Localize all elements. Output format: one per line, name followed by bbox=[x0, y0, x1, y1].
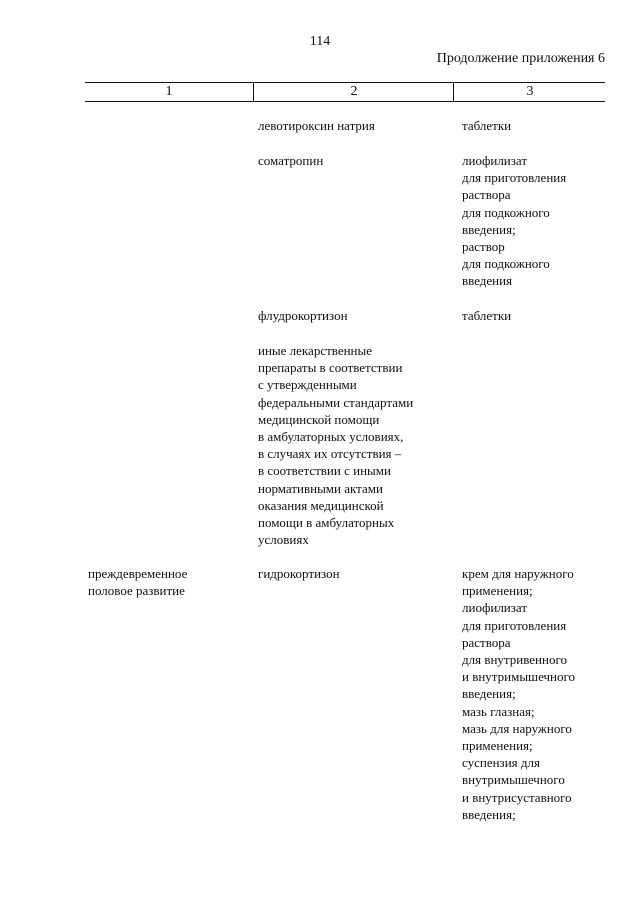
dosage-form-cell: таблетки bbox=[462, 308, 512, 323]
dosage-form-cell: таблетки bbox=[462, 118, 512, 133]
drug-name-cell: иные лекарственные препараты в соответствии с утвержденными федеральными стандартами медицинской помощи в амбулаторных условиях, в случаях их отсутствия – в соответствии с иными нормативными актами оказания медицинской помощи в амбулаторных условиях bbox=[258, 343, 414, 548]
dosage-form-cell: лиофилизат для приготовления раствора для подкожного введения; раствор для подкожного введения bbox=[462, 153, 567, 289]
drug-name-cell: левотироксин натрия bbox=[258, 118, 375, 133]
drug-name-cell: гидрокортизон bbox=[258, 566, 340, 581]
table-header-row bbox=[85, 82, 605, 102]
drug-name-cell: флудрокортизон bbox=[258, 308, 348, 323]
column-header-3: 3 bbox=[453, 83, 606, 101]
appendix-continuation-note: Продолжение приложения 6 bbox=[436, 51, 605, 66]
condition-cell: преждевременное половое развитие bbox=[88, 566, 188, 599]
column-header-2: 2 bbox=[253, 83, 454, 101]
dosage-form-cell: крем для наружного применения; лиофилизат для приготовления раствора для внутривенного и внутримышечного введения; мазь глазная; мазь для наружного применения; суспензия для внутримышечного и внутрисуставного введения; bbox=[462, 566, 576, 822]
page-number: 114 bbox=[309, 34, 331, 49]
column-header-1: 1 bbox=[165, 84, 173, 99]
drug-name-cell: соматропин bbox=[258, 153, 324, 168]
